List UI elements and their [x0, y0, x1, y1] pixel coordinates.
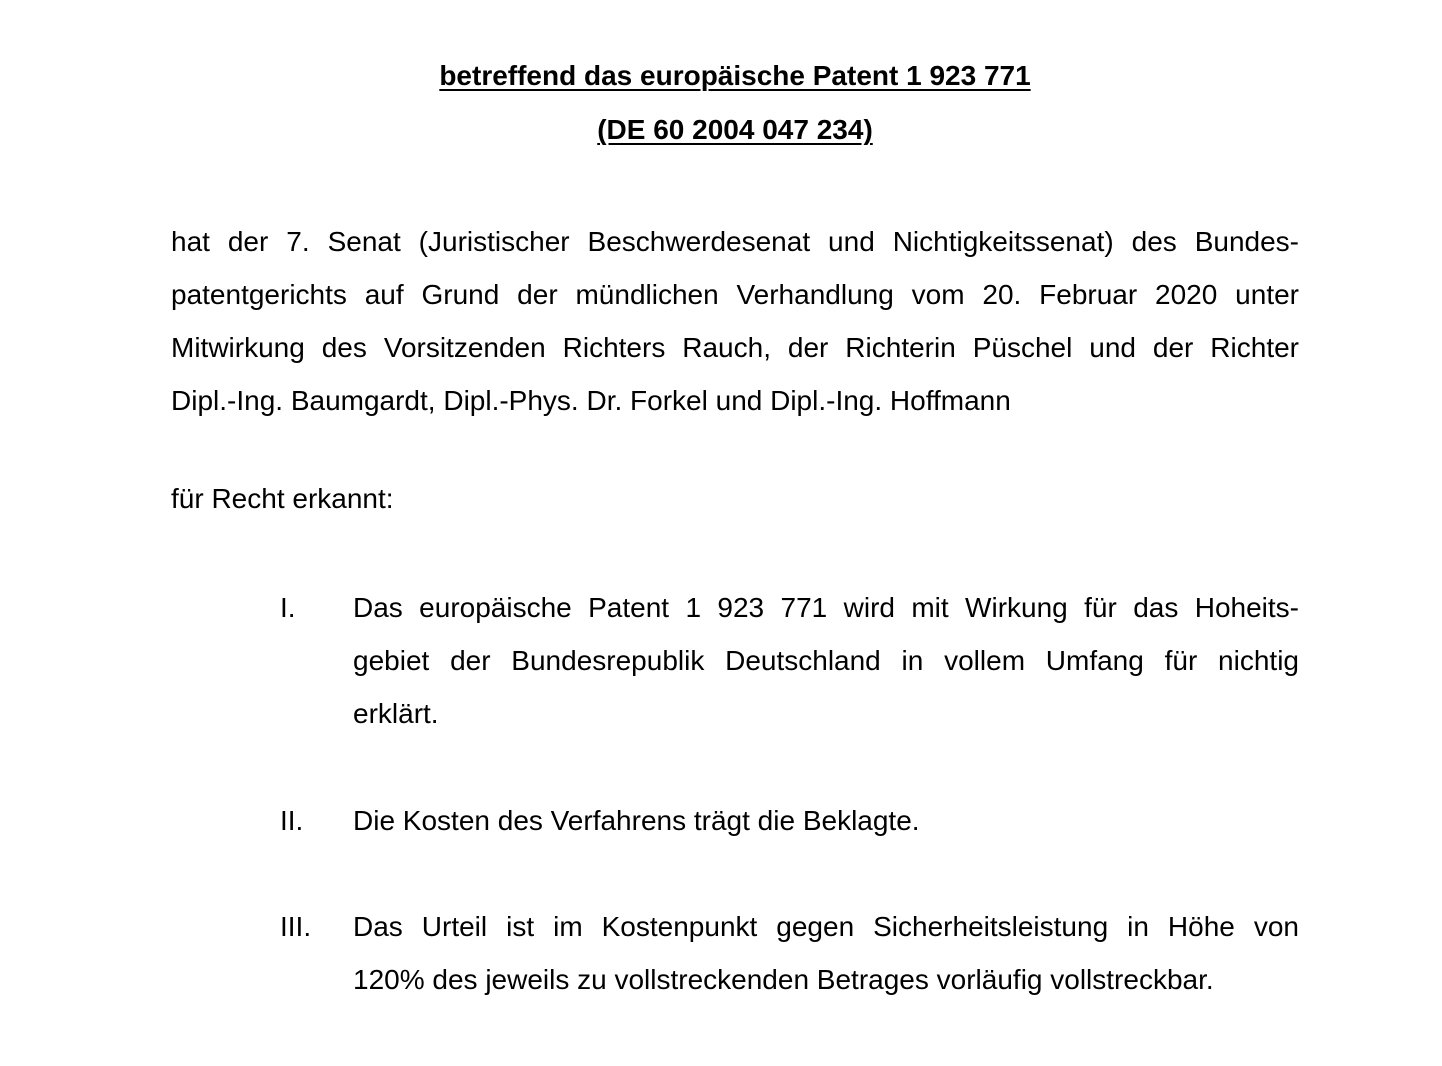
verdict-item-line: 120% des jeweils zu vollstreckenden Betrages vorläufig vollstreckbar.: [353, 964, 1214, 995]
verdict-item-line: Das europäische Patent 1 923 771 wird mit Wirkung für das Hoheits-: [353, 592, 1299, 623]
verdict-item-number: I.: [280, 592, 296, 623]
verdict-item-line: Das Urteil ist im Kostenpunkt gegen Sicherheitsleistung in Höhe von: [353, 911, 1299, 942]
intro-line: Dipl.-Ing. Baumgardt, Dipl.-Phys. Dr. Forkel und Dipl.-Ing. Hoffmann: [171, 385, 1011, 416]
intro-line: hat der 7. Senat (Juristischer Beschwerdesenat und Nichtigkeitssenat) des Bundes-: [171, 226, 1299, 257]
verdict-item-line: Die Kosten des Verfahrens trägt die Beklagte.: [353, 805, 920, 836]
intro-line: Mitwirkung des Vorsitzenden Richters Rauch, der Richterin Püschel und der Richter: [171, 332, 1299, 363]
verdict-intro: für Recht erkannt:: [171, 483, 394, 514]
verdict-item-number: II.: [280, 805, 304, 836]
verdict-item-number: III.: [280, 911, 312, 942]
verdict-item-line: erklärt.: [353, 698, 439, 729]
intro-paragraph: [171, 215, 1299, 427]
verdict-item-text: [353, 581, 1299, 740]
verdict-item-line: gebiet der Bundesrepublik Deutschland in vollem Umfang für nichtig: [353, 645, 1299, 676]
verdict-item-text: [353, 900, 1299, 1006]
intro-line: patentgerichts auf Grund der mündlichen Verhandlung vom 20. Februar 2020 unter: [171, 279, 1299, 310]
heading-patent: betreffend das europäische Patent 1 923 771: [439, 60, 1031, 91]
verdict-item-text: [353, 794, 1299, 847]
heading-de-number: (DE 60 2004 047 234): [597, 114, 873, 145]
